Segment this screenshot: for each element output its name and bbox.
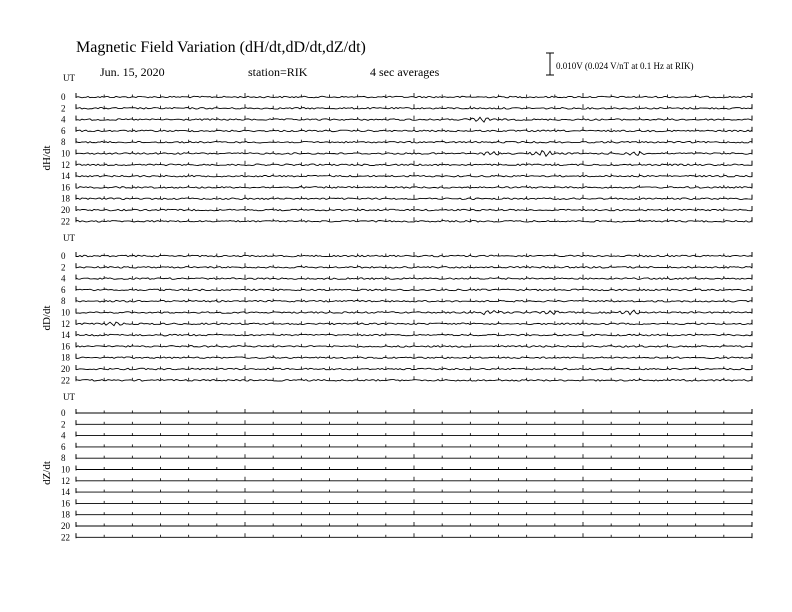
hour-tick-label: 6 (61, 441, 66, 452)
hour-tick-label: 0 (61, 408, 66, 418)
chart-title: Magnetic Field Variation (dH/dt,dD/dt,dZ/dt) (76, 39, 366, 56)
hour-tick-label: 2 (61, 262, 66, 273)
panel-0 (41, 73, 752, 226)
hour-tick-label: 8 (61, 296, 66, 307)
hour-tick-label: 4 (61, 430, 66, 441)
hour-tick-label: 22 (61, 375, 70, 386)
ut-axis-label: UT (63, 392, 75, 402)
hour-tick-label: 20 (61, 521, 70, 531)
hour-tick-label: 8 (61, 137, 66, 148)
hour-tick-label: 20 (61, 364, 70, 374)
hour-tick-label: 8 (61, 453, 66, 464)
hour-tick-label: 16 (61, 341, 70, 352)
hour-tick-label: 0 (61, 92, 66, 102)
panel-2 (41, 392, 752, 542)
hour-tick-label: 22 (61, 532, 70, 543)
hour-tick-label: 16 (61, 498, 70, 509)
date-label: Jun. 15, 2020 (100, 65, 165, 79)
hour-tick-label: 18 (61, 193, 70, 204)
hour-tick-label: 18 (61, 352, 70, 363)
ut-axis-label: UT (63, 73, 75, 83)
hour-tick-label: 4 (61, 273, 66, 284)
averaging-label: 4 sec averages (370, 65, 440, 79)
hour-tick-label: 14 (61, 487, 70, 498)
hour-tick-label: 20 (61, 205, 70, 215)
hour-tick-label: 12 (61, 318, 70, 329)
station-label: station=RIK (248, 65, 308, 79)
hour-tick-label: 4 (61, 114, 66, 125)
hour-tick-label: 22 (61, 216, 70, 227)
panel-ylabel: dH/dt (41, 145, 53, 171)
scale-note: 0.010V (0.024 V/nT at 0.1 Hz at RIK) (556, 61, 694, 71)
hour-tick-label: 10 (61, 464, 70, 475)
hour-tick-label: 10 (61, 148, 70, 159)
hour-tick-label: 2 (61, 103, 66, 114)
hour-tick-label: 12 (61, 475, 70, 486)
hour-tick-label: 6 (61, 284, 66, 295)
panel-ylabel: dD/dt (41, 305, 53, 331)
hour-tick-label: 0 (61, 251, 66, 261)
panel-1 (41, 233, 752, 385)
hour-tick-label: 16 (61, 182, 70, 193)
hour-tick-label: 18 (61, 509, 70, 520)
ut-axis-label: UT (63, 233, 75, 243)
hour-tick-label: 6 (61, 125, 66, 136)
scale-bar-icon (546, 53, 554, 75)
hour-tick-label: 12 (61, 159, 70, 170)
hour-tick-label: 2 (61, 419, 66, 430)
hour-tick-label: 14 (61, 330, 70, 341)
hour-tick-label: 10 (61, 307, 70, 318)
hour-tick-label: 14 (61, 171, 70, 182)
panel-ylabel: dZ/dt (41, 461, 53, 485)
